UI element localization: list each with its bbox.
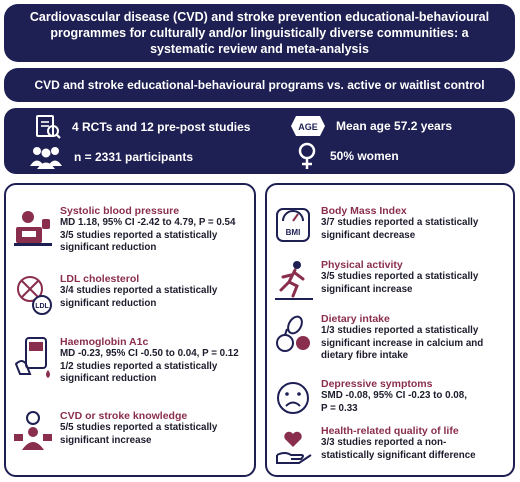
outcome-title: CVD or stroke knowledge [60,410,188,422]
comparison-label: CVD and stroke educational-behavioural programs vs. active or waitlist control [34,78,485,92]
outcome-bmi [273,205,509,249]
outcome-physical-activity [273,259,509,303]
left-outcomes-panel [4,183,256,477]
participants-text: n = 2331 participants [74,150,194,164]
outcome-detail: SMD -0.08, 95% CI -0.23 to 0.08, [321,390,467,402]
outcome-detail: MD 1.18, 95% CI -2.42 to 4.79, P = 0.54 [60,217,236,229]
outcome-detail: significant increase [60,434,152,446]
participants-stat [28,144,193,170]
outcome-detail: 5/5 studies reported a statistically [60,422,218,434]
bp-monitor-icon [12,205,54,249]
sad-face-icon [273,378,315,422]
women-text: 50% women [330,149,399,163]
outcome-detail: dietary fibre intake [321,350,409,362]
outcome-detail: significant reduction [60,242,157,254]
outcome-detail: statistically significant difference [321,449,476,461]
outcome-detail: significant decrease [321,229,416,241]
page-title: Cardiovascular disease (CVD) and stroke prevention educational-behavioural programmes for culturally and/or linguistically diverse communities: a systematic review and meta-analysis [29,10,490,56]
right-outcomes-panel [265,183,515,477]
outcome-detail: significant reduction [60,373,157,385]
outcome-title: Physical activity [321,259,403,271]
outcome-detail: 3/5 studies reported a statistically [60,229,218,241]
outcome-systolic-bp [12,205,250,255]
ldl-icon-label: LDL [35,303,49,310]
age-badge-icon [290,114,326,138]
outcome-knowledge [12,410,250,454]
outcome-detail: 3/5 studies reported a statistically [321,271,479,283]
outcome-dietary-intake [273,313,509,363]
fruit-icon [273,313,315,357]
outcome-detail: MD -0.23, 95% CI -0.50 to 0.04, P = 0.12 [60,348,239,360]
outcome-title: Dietary intake [321,313,390,325]
bmi-icon-label: BMI [285,228,301,237]
outcome-detail: significant increase [321,283,413,295]
runner-icon [273,259,315,303]
heart-hand-icon [273,425,315,469]
outcome-title: Haemoglobin A1c [60,336,149,348]
knowledge-icon [12,410,54,454]
bmi-scale-icon [273,205,315,249]
women-stat [294,142,399,170]
age-stat [290,114,452,138]
outcome-title: LDL cholesterol [60,273,140,285]
outcome-hba1c [12,336,250,386]
age-badge-label: AGE [298,122,318,132]
ldl-icon [12,273,54,317]
outcome-depressive-symptoms [273,378,509,422]
comparison-banner [4,68,515,102]
outcome-title: Body Mass Index [321,205,407,217]
glucose-meter-icon [12,336,54,380]
title-banner [4,4,515,62]
outcome-detail: P = 0.33 [321,402,358,414]
outcome-quality-of-life [273,425,509,469]
people-group-icon [28,144,64,170]
outcome-detail: 1/2 studies reported a statistically [60,360,218,372]
female-symbol-icon [294,142,320,170]
outcome-detail: significant increase in calcium and [321,337,484,349]
outcome-detail: 3/3 studies reported a non- [321,437,447,449]
outcome-detail: significant reduction [60,297,157,309]
age-text: Mean age 57.2 years [336,119,453,133]
outcome-title: Depressive symptoms [321,378,433,390]
outcome-detail: 1/3 studies reported a statistically [321,325,479,337]
studies-stat [34,114,250,140]
study-summary [4,108,515,174]
studies-text: 4 RCTs and 12 pre-post studies [72,120,251,134]
outcome-detail: 3/4 studies reported a statistically [60,285,218,297]
outcome-ldl [12,273,250,317]
outcome-title: Health-related quality of life [321,425,459,437]
studies-document-icon [34,114,62,140]
outcome-title: Systolic blood pressure [60,205,180,217]
outcome-detail: 3/7 studies reported a statistically [321,217,479,229]
